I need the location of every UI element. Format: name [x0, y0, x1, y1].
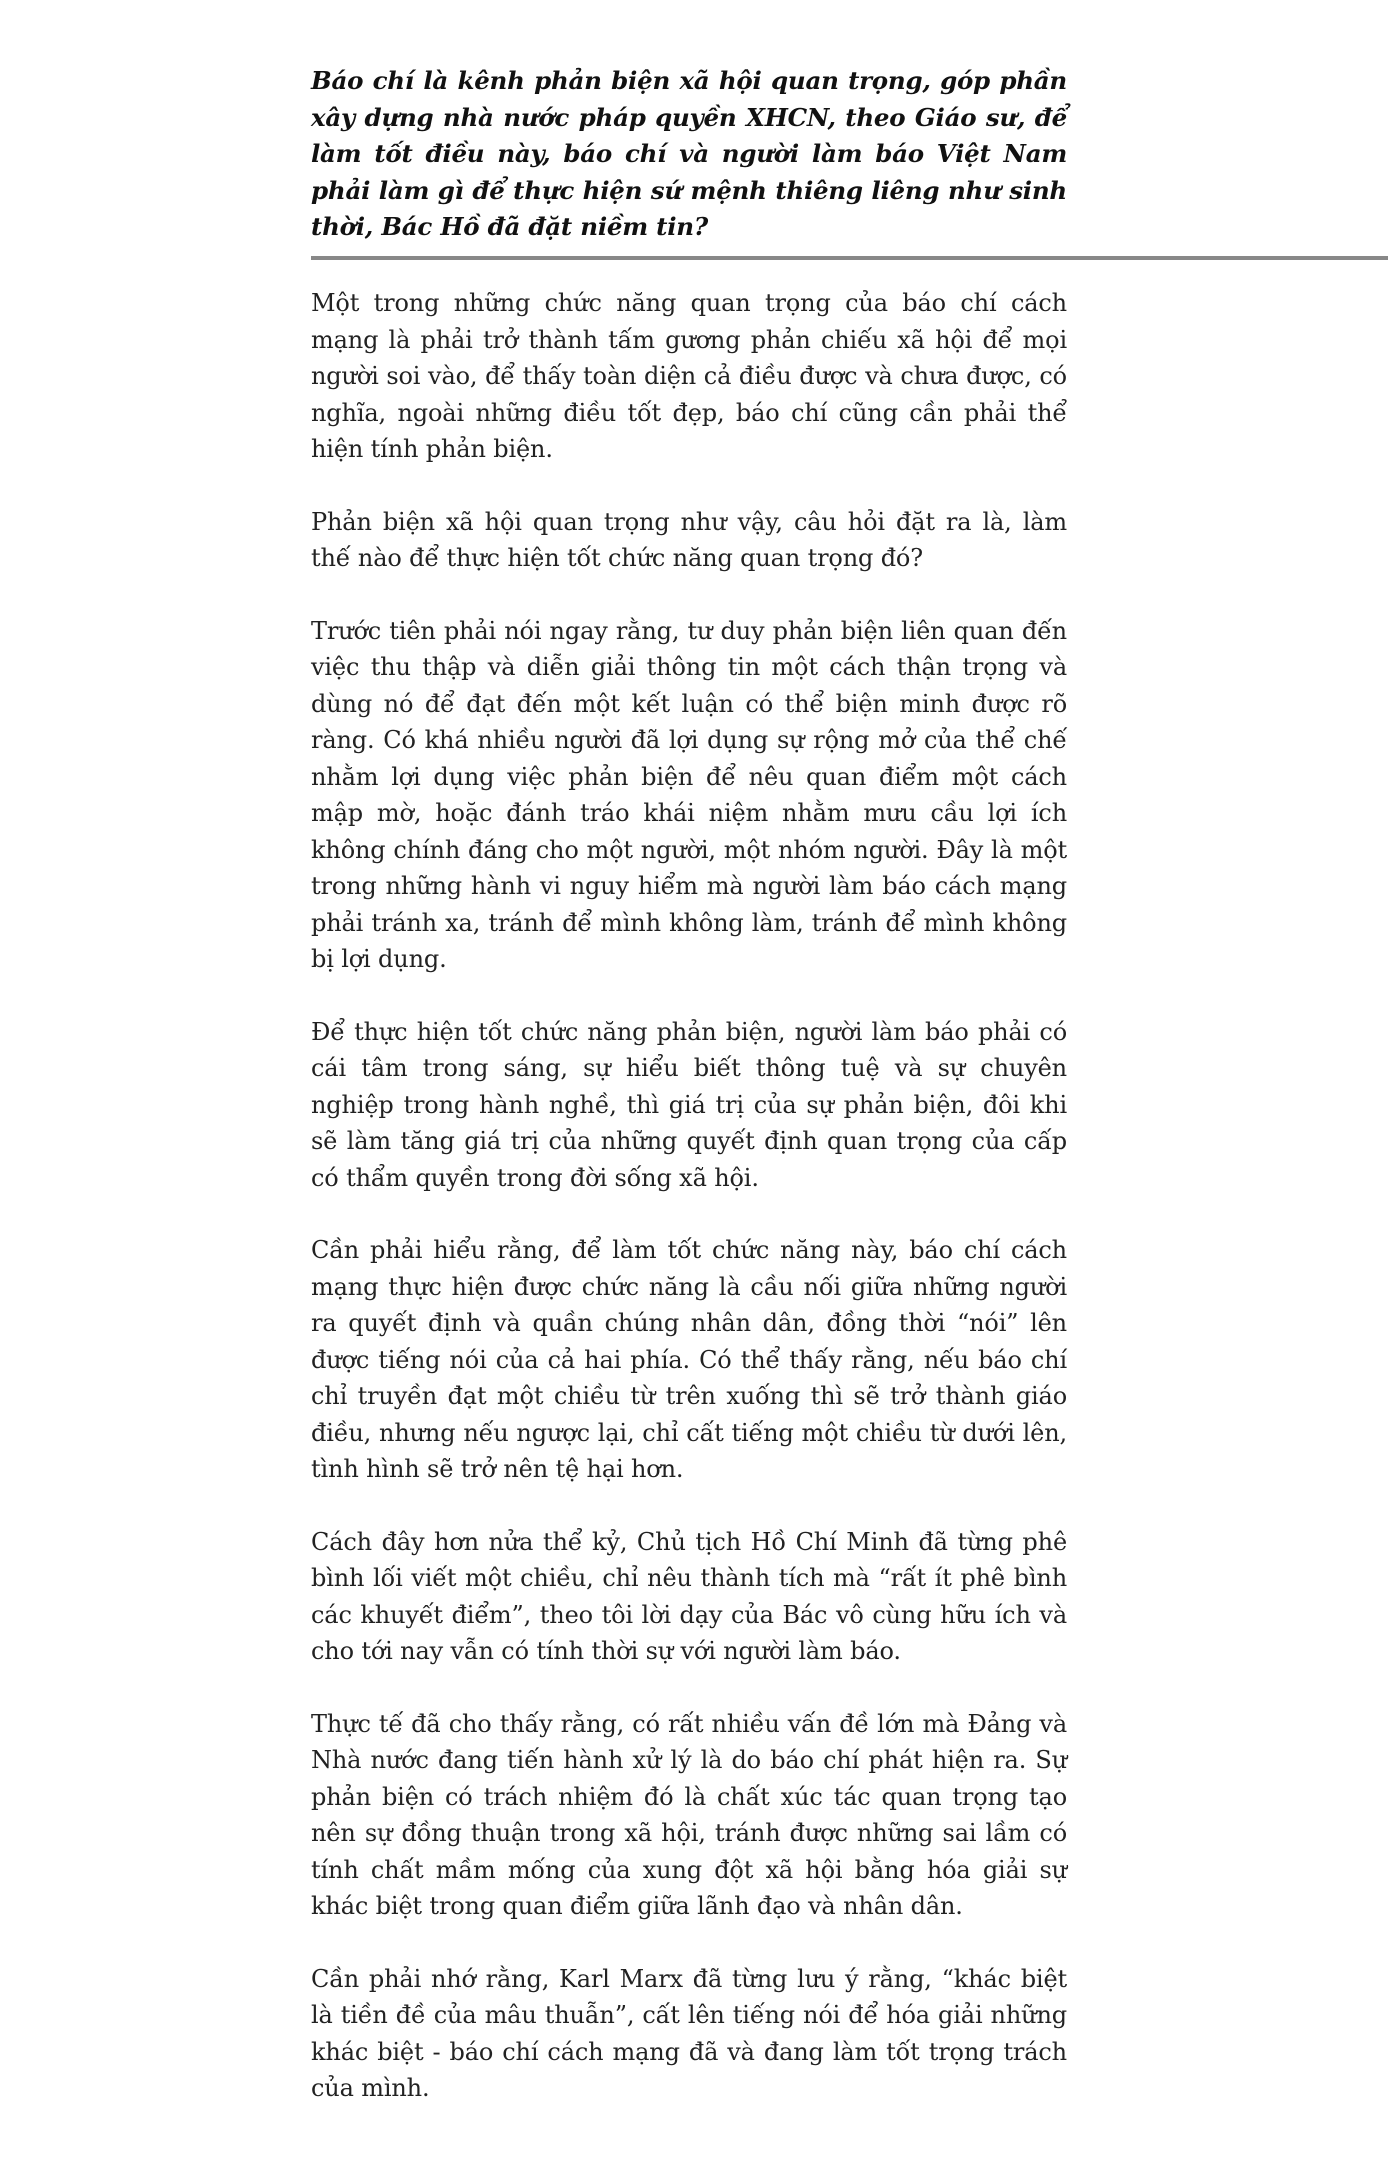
article-body: [311, 285, 1067, 2143]
answer-paragraph: Phản biện xã hội quan trọng như vậy, câu hỏi đặt ra là, làm thế nào để thực hiện tốt chức năng quan trọng đó?: [311, 507, 1067, 572]
interview-question: Báo chí là kênh phản biện xã hội quan trọng, góp phần xây dựng nhà nước pháp quyền XHCN, theo Giáo sư, để làm tốt điều này, báo chí và người làm báo Việt Nam phải làm gì để thực hiện sứ mệnh thiêng liêng như sinh thời, Bác Hồ đã đặt niềm tin?: [311, 66, 1067, 241]
answer-paragraph: Để thực hiện tốt chức năng phản biện, người làm báo phải có cái tâm trong sáng, sự hiểu biết thông tuệ và sự chuyên nghiệp trong hành nghề, thì giá trị của sự phản biện, đôi khi sẽ làm tăng giá trị của những quyết định quan trọng của cấp có thẩm quyền trong đời sống xã hội.: [311, 1017, 1067, 1192]
answer-paragraph: Một trong những chức năng quan trọng của báo chí cách mạng là phải trở thành tấm gương phản chiếu xã hội để mọi người soi vào, để thấy toàn diện cả điều được và chưa được, có nghĩa, ngoài những điều tốt đẹp, báo chí cũng cần phải thể hiện tính phản biện.: [311, 289, 1067, 463]
answer-paragraph: Trước tiên phải nói ngay rằng, tư duy phản biện liên quan đến việc thu thập và diễn giải thông tin một cách thận trọng và dùng nó để đạt đến một kết luận có thể biện minh được rõ ràng. Có khá nhiều người đã lợi dụng sự rộng mở của thể chế nhằm lợi dụng việc phản biện để nêu quan điểm một cách mập mờ, hoặc đánh tráo khái niệm nhằm mưu cầu lợi ích không chính đáng cho một người, một nhóm người. Đây là một trong những hành vi nguy hiểm mà người làm báo cách mạng phải tránh xa, tránh để mình không làm, tránh để mình không bị lợi dụng.: [311, 616, 1067, 973]
section-divider: [311, 256, 1388, 260]
answer-paragraph: Cần phải nhớ rằng, Karl Marx đã từng lưu ý rằng, “khác biệt là tiền đề của mâu thuẫn”, cất lên tiếng nói để hóa giải những khác biệt - báo chí cách mạng đã và đang làm tốt trọng trách của mình.: [311, 1964, 1067, 2102]
answer-paragraph: Thực tế đã cho thấy rằng, có rất nhiều vấn đề lớn mà Đảng và Nhà nước đang tiến hành xử lý là do báo chí phát hiện ra. Sự phản biện có trách nhiệm đó là chất xúc tác quan trọng tạo nên sự đồng thuận trong xã hội, tránh được những sai lầm có tính chất mầm mống của xung đột xã hội bằng hóa giải sự khác biệt trong quan điểm giữa lãnh đạo và nhân dân.: [311, 1709, 1067, 1920]
answer-paragraph: Cách đây hơn nửa thể kỷ, Chủ tịch Hồ Chí Minh đã từng phê bình lối viết một chiều, chỉ nêu thành tích mà “rất ít phê bình các khuyết điểm”, theo tôi lời dạy của Bác vô cùng hữu ích và cho tới nay vẫn có tính thời sự với người làm báo.: [311, 1527, 1067, 1665]
answer-paragraph: Cần phải hiểu rằng, để làm tốt chức năng này, báo chí cách mạng thực hiện được chức năng là cầu nối giữa những người ra quyết định và quần chúng nhân dân, đồng thời “nói” lên được tiếng nói của cả hai phía. Có thể thấy rằng, nếu báo chí chỉ truyền đạt một chiều từ trên xuống thì sẽ trở thành giáo điều, nhưng nếu ngược lại, chỉ cất tiếng một chiều từ dưới lên, tình hình sẽ trở nên tệ hại hơn.: [311, 1236, 1067, 1483]
